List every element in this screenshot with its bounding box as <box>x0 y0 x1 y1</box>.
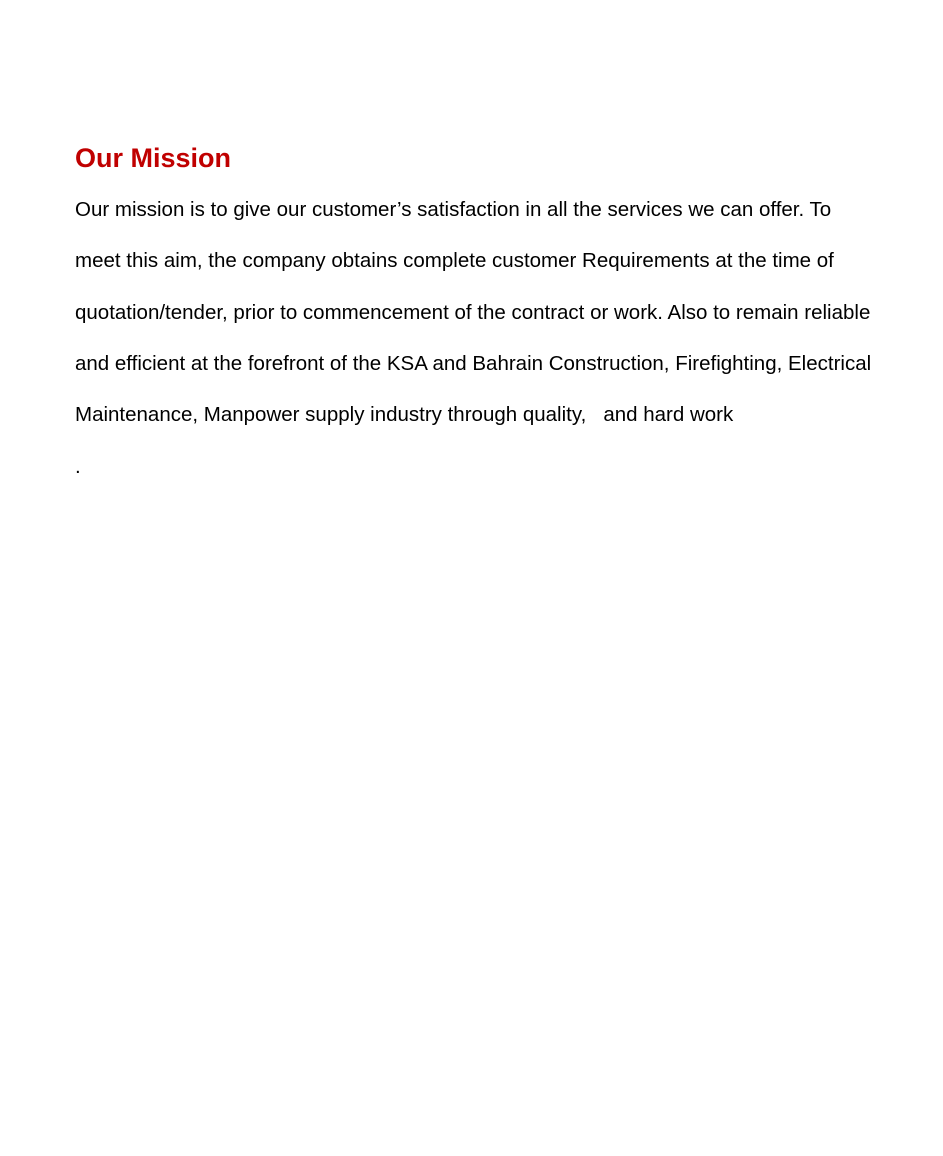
paragraph-line-4: and efficient at the forefront of the KSA and Bahrain Construction, Firefighting, Electrical <box>75 352 872 375</box>
paragraph-line-3: quotation/tender, prior to commencement of the contract or work. Also to remain reliable <box>75 301 871 324</box>
section-heading: Our Mission <box>75 143 232 173</box>
paragraph-line-5: Maintenance, Manpower supply industry through quality, and hard work <box>75 403 734 426</box>
paragraph-trailing-period: . <box>75 455 81 478</box>
paragraph-line-1: Our mission is to give our customer’s satisfaction in all the services we can offer. To <box>75 198 832 221</box>
paragraph-line-2: meet this aim, the company obtains complete customer Requirements at the time of <box>75 249 834 272</box>
